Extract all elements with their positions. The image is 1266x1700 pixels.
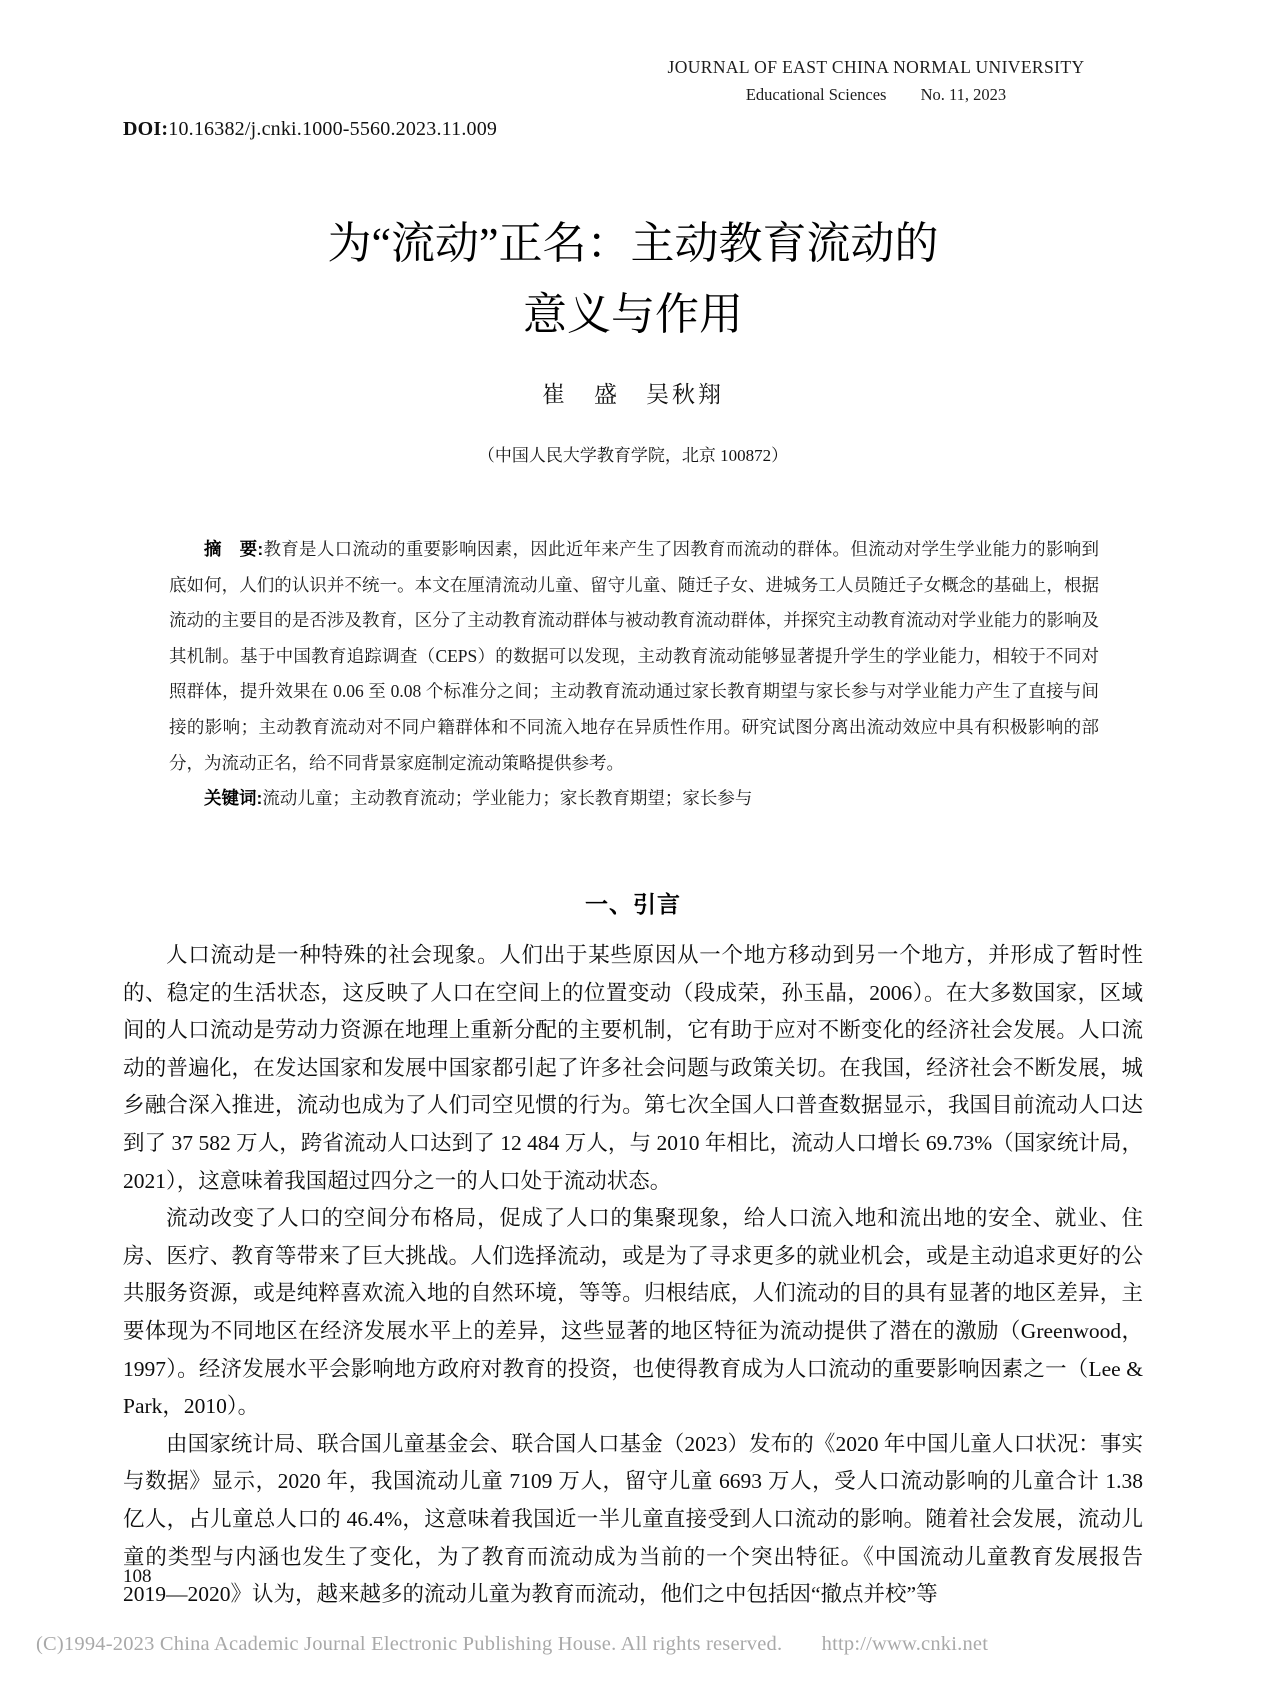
journal-name: JOURNAL OF EAST CHINA NORMAL UNIVERSITY [667,57,1085,77]
copyright-notice [36,1633,1236,1656]
intro-paragraph-2: 流动改变了人口的空间分布格局，促成了人口的集聚现象，给人口流入地和流出地的安全、就业、住房、医疗、教育等带来了巨大挑战。人们选择流动，或是为了寻求更多的就业机会，或是主动追求更好的公共服务资源，或是纯粹喜欢流入地的自然环境，等等。归根结底，人们流动的目的具有显著的地区差异，主要体现为不同地区在经济发展水平上的差异，这些显著的地区特征为流动提供了潜在的激励（Greenwood，1997）。经济发展水平会影响地方政府对教育的投资，也使得教育成为人口流动的重要影响因素之一（Lee & Park，2010）。 [123,1206,1143,1419]
intro-paragraph-1: 人口流动是一种特殊的社会现象。人们出于某些原因从一个地方移动到另一个地方，并形成了暂时性的、稳定的生活状态，这反映了人口在空间上的位置变动（段成荣，孙玉晶，2006）。在大多数国家，区域间的人口流动是劳动力资源在地理上重新分配的主要机制，它有助于应对不断变化的经济社会发展。人口流动的普遍化，在发达国家和发展中国家都引起了许多社会问题与政策关切。在我国，经济社会不断发展，城乡融合深入推进，流动也成为了人们司空见惯的行为。第七次全国人口普查数据显示，我国目前流动人口达到了 37 582 万人，跨省流动人口达到了 12 484 万人，与 2010 年相比，流动人口增长 69.73%（国家统计局，2021），这意味着我国超过四分之一的人口处于流动状态。 [123,943,1143,1193]
keywords-text: 流动儿童；主动教育流动；学业能力；家长教育期望；家长参与 [262,788,753,809]
journal-issue-number: No. 11, 2023 [920,85,1007,104]
abstract-block [169,532,1099,817]
doi-line [123,118,497,141]
copyright-text: (C)1994-2023 China Academic Journal Electronic Publishing House. All rights reserved. [36,1633,783,1655]
article-title-line-2: 意义与作用 [523,290,743,339]
article-title-line-1: 为“流动”正名：主动教育流动的 [327,219,939,268]
doi-label: DOI: [123,118,169,140]
article-authors: 崔 盛 吴秋翔 [542,382,724,407]
journal-issue-line [646,85,1106,105]
intro-paragraph-3: 由国家统计局、联合国儿童基金会、联合国人口基金（2023）发布的《2020 年中国儿童人口状况：事实与数据》显示，2020 年，我国流动儿童 7109 万人，留守儿童 6693 万人，受人口流动影响的儿童合计 1.38 亿人，占儿童总人口的 46.4%，这意味着我国近一半儿童直接受到人口流动的影响。随着社会发展，流动儿童的类型与内涵也发生了变化，为了教育而流动成为当前的一个突出特征。《中国流动儿童教育发展报告 2019—2020》认为，越来越多的流动儿童为教育而流动，他们之中包括因“撤点并校”等 [123,1431,1143,1607]
section-heading-introduction: 一、引言 [585,891,681,917]
abstract-paragraph [169,532,1099,781]
article-title [0,208,1266,350]
cnki-url: http://www.cnki.net [821,1633,989,1655]
journal-masthead [646,57,1106,105]
page-number: 108 [123,1566,152,1587]
article-affiliation: （中国人民大学教育学院，北京 100872） [477,446,789,465]
introduction-body [123,937,1143,1614]
keywords-label: 关键词: [204,788,263,809]
doi-value: 10.16382/j.cnki.1000-5560.2023.11.009 [168,118,498,140]
abstract-label: 摘 要: [204,539,264,559]
keywords-line [169,781,1099,817]
abstract-text: 教育是人口流动的重要影响因素，因此近年来产生了因教育而流动的群体。但流动对学生学业能力的影响到底如何，人们的认识并不统一。本文在厘清流动儿童、留守儿童、随迁子女、进城务工人员随迁子女概念的基础上，根据流动的主要目的是否涉及教育，区分了主动教育流动群体与被动教育流动群体，并探究主动教育流动对学业能力的影响及其机制。基于中国教育追踪调查（CEPS）的数据可以发现，主动教育流动能够显著提升学生的学业能力，相较于不同对照群体，提升效果在 0.06 至 0.08 个标准分之间；主动教育流动通过家长教育期望与家长参与对学业能力产生了直接与间接的影响；主动教育流动对不同户籍群体和不同流入地存在异质性作用。研究试图分离出流动效应中具有积极影响的部分，为流动正名，给不同背景家庭制定流动策略提供参考。 [169,539,1100,773]
journal-edition: Educational Sciences [745,85,887,104]
